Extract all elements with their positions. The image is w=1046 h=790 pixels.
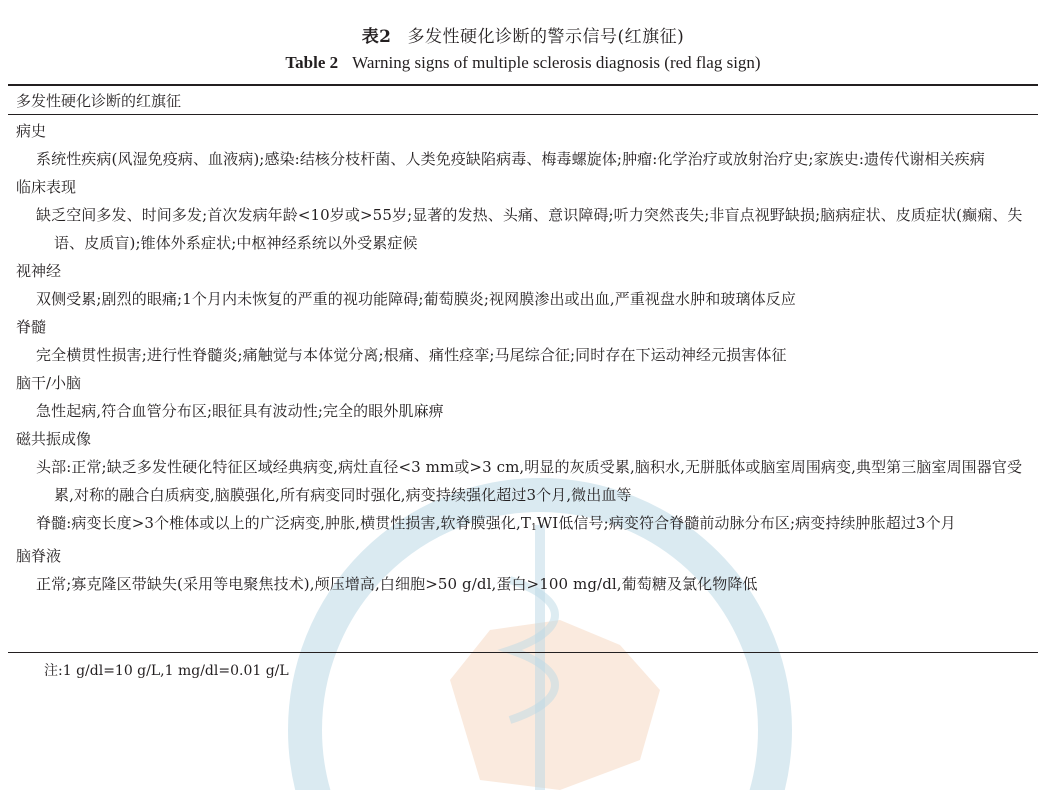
item-history: 系统性疾病(风湿免疫病、血液病);感染:结核分枝杆菌、人类免疫缺陷病毒、梅毒螺旋体;肿瘤:化学治疗或放射治疗史;家族史:遗传代谢相关疾病 xyxy=(36,150,985,168)
category-csf: 脑脊液 xyxy=(16,547,62,565)
item-spinal-cord: 完全横贯性损害;进行性脊髓炎;痛触觉与本体觉分离;根痛、痛性痉挛;马尾综合征;同时存在下运动神经元损害体征 xyxy=(36,346,787,364)
table-bottom-rule xyxy=(8,652,1038,653)
category-brainstem-cerebellum: 脑干/小脑 xyxy=(16,374,82,392)
table-footnote: 注:1 g/dl=10 g/L,1 mg/dl=0.01 g/L xyxy=(44,663,289,679)
item-clinical: 缺乏空间多发、时间多发;首次发病年龄<10岁或>55岁;显著的发热、头痛、意识障碍;听力突然丧失;非盲点视野缺损;脑病症状、皮质症状(癫痫、失语、皮质盲);锥体外系症状;中枢神经系统以外受累症候 xyxy=(36,206,1023,252)
item-mri-head: 头部:正常;缺乏多发性硬化特征区域经典病变,病灶直径<3 mm或>3 cm,明显的灰质受累,脑积水,无胼胝体或脑室周围病变,典型第三脑室周围器官受累,对称的融合白质病变,脑膜强化,所有病变同时强化,病变持续强化超过3个月,微出血等 xyxy=(36,458,1023,504)
category-mri: 磁共振成像 xyxy=(16,430,92,448)
item-csf: 正常;寡克隆区带缺失(采用等电聚焦技术),颅压增高,白细胞>50 g/dl,蛋白>100 mg/dl,葡萄糖及氯化物降低 xyxy=(36,575,758,593)
table-label-cn: 表2 xyxy=(361,27,392,47)
table-body xyxy=(16,117,1032,598)
category-clinical: 临床表现 xyxy=(16,178,77,196)
table-title-en-text: Warning signs of multiple sclerosis diagnosis (red flag sign) xyxy=(352,53,761,72)
table-title-cn xyxy=(0,22,1046,47)
table-title-en xyxy=(0,53,1046,73)
table-header: 多发性硬化诊断的红旗征 xyxy=(16,92,182,110)
table-title-cn-text: 多发性硬化诊断的警示信号(红旗征) xyxy=(407,27,685,47)
table-label-en: Table 2 xyxy=(285,53,339,72)
table-top-rule xyxy=(8,84,1038,86)
category-history: 病史 xyxy=(16,122,47,140)
item-optic-nerve: 双侧受累;剧烈的眼痛;1个月内未恢复的严重的视功能障碍;葡萄膜炎;视网膜渗出或出血,严重视盘水肿和玻璃体反应 xyxy=(36,290,796,308)
table-header-rule xyxy=(8,114,1038,115)
item-mri-spinal: 脊髓:病变长度>3个椎体或以上的广泛病变,肿胀,横贯性损害,软脊膜强化$,T_1WI$低信号;病变符合脊髓前动脉分布区;病变持续肿胀超过3个月 xyxy=(36,514,956,533)
item-brainstem-cerebellum: 急性起病,符合血管分布区;眼征具有波动性;完全的眼外肌麻痹 xyxy=(36,402,444,420)
category-spinal-cord: 脊髓 xyxy=(16,318,47,336)
category-optic-nerve: 视神经 xyxy=(16,262,62,280)
